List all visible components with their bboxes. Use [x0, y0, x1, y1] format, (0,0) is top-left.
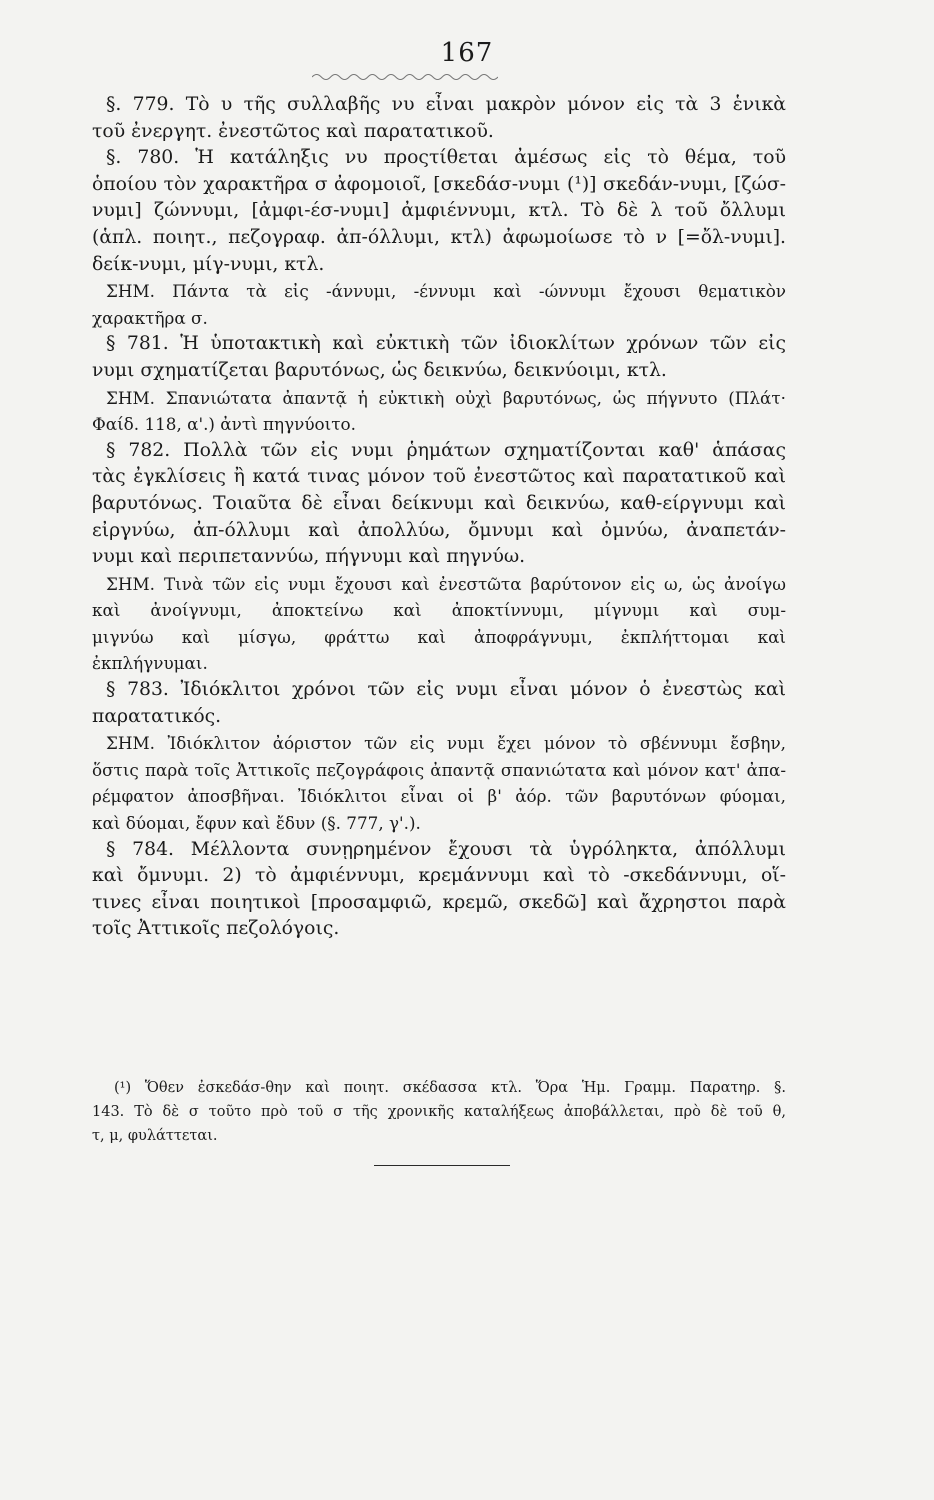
footnote-line: τ, μ, φυλάττεται. — [92, 1128, 218, 1144]
footnotes — [92, 1076, 786, 1148]
text-line: δείκ-νυμι, μίγ-νυμι, κτλ. — [92, 253, 325, 275]
note-line: ἐκπλήγνυμαι. — [92, 653, 208, 674]
text-line: § 781. Ἡ ὑποτακτικὴ καὶ εὐκτικὴ τῶν ἰδιοκλίτων χρόνων τῶν εἰς — [106, 333, 786, 355]
note-line: ΣΗΜ. Πάντα τὰ εἰς -άννυμι, -έννυμι καὶ -ώννυμι ἔχουσι θεματικὸν — [106, 281, 786, 302]
note-line: ΣΗΜ. Ἰδιόκλιτον ἀόριστον τῶν εἰς νυμι ἔχει μόνον τὸ σβέννυμι ἔσβην, — [106, 733, 786, 754]
text-line: νυμι καὶ περιπεταννύω, πήγνυμι καὶ πηγνύω. — [92, 546, 526, 568]
text-line: § 783. Ἰδιόκλιτοι χρόνοι τῶν εἰς νυμι εἶναι μόνον ὁ ἐνεστὼς καὶ — [106, 679, 786, 701]
text-line: τὰς ἐγκλίσεις ἢ κατά τινας μόνον τοῦ ἐνεστῶτος καὶ παρατατικοῦ καὶ — [92, 466, 786, 488]
text-line: § 782. Πολλὰ τῶν εἰς νυμι ῥημάτων σχηματίζονται καθ' ἁπάσας — [106, 439, 786, 461]
note-line: ΣΗΜ. Τινὰ τῶν εἰς νυμι ἔχουσι καὶ ἐνεστῶτα βαρύτονον εἰς ω, ὡς ἀνοίγω — [106, 573, 786, 594]
text-line: καὶ ὄμνυμι. 2) τὸ ἀμφιέννυμι, κρεμάννυμι καὶ τὸ -σκεδάννυμι, οἵ- — [92, 865, 786, 887]
text-line: παρατατικός. — [92, 705, 222, 727]
text-line: τινες εἶναι ποιητικοὶ [προσαμφιῶ, κρεμῶ, σκεδῶ] καὶ ἄχρηστοι παρὰ — [92, 891, 786, 913]
note-line: μιγνύω καὶ μίσγω, φράττω καὶ ἀποφράγνυμι, ἐκπλήττομαι καὶ — [92, 626, 786, 647]
text-line: τοῦ ἐνεργητ. ἐνεστῶτος καὶ παρατατικοῦ. — [92, 120, 494, 142]
text-line: (ἁπλ. ποιητ., πεζογραφ. ἀπ-όλλυμι, κτλ) ἀφωμοίωσε τὸ ν [=ὄλ-νυμι]. — [92, 226, 786, 248]
note-line: ΣΗΜ. Σπανιώτατα ἀπαντᾷ ἡ εὐκτικὴ οὐχὶ βαρυτόνως, ὡς πήγνυτο (Πλάτ· — [106, 387, 786, 408]
text-line: § 784. Μέλλοντα συνῃρημένον ἔχουσι τὰ ὑγρόληκτα, ἀπόλλυμι — [106, 838, 786, 860]
footnote-line: (¹) Ὅθεν ἐσκεδάσ-θην καὶ ποιητ. σκέδασσα κτλ. Ὅρα Ἡμ. Γραμμ. Παρατηρ. §. — [114, 1080, 786, 1096]
note-line: καὶ ἀνοίγνυμι, ἀποκτείνω καὶ ἀποκτίννυμι, μίγνυμι καὶ συμ- — [92, 600, 786, 621]
text-line: νυμι] ζώννυμι, [ἀμφι-έσ-νυμι] ἀμφιέννυμι, κτλ. Τὸ δὲ λ τοῦ ὄλλυμι — [92, 200, 786, 222]
end-rule — [374, 1165, 510, 1166]
footnote-line: 143. Τὸ δὲ σ τοῦτο πρὸ τοῦ σ τῆς χρονικῆς καταλήξεως ἀποβάλλεται, πρὸ δὲ τοῦ θ, — [92, 1104, 786, 1120]
text-line: εἰργνύω, ἀπ-όλλυμι καὶ ἀπολλύω, ὄμνυμι καὶ ὀμνύω, ἀναπετάν- — [92, 519, 786, 541]
text-line: §. 780. Ἡ κατάληξις νυ προςτίθεται ἀμέσως εἰς τὸ θέμα, τοῦ — [106, 147, 786, 169]
text-line: νυμι σχηματίζεται βαρυτόνως, ὡς δεικνύω, δεικνύοιμι, κτλ. — [92, 359, 667, 381]
note-line: χαρακτῆρα σ. — [92, 307, 208, 328]
text-line: τοῖς Ἀττικοῖς πεζολόγοις. — [92, 918, 340, 940]
ornament-rule — [312, 72, 498, 82]
note-line: ρέμφατον ἀποσβῆναι. Ἰδιόκλιτοι εἶναι οἱ β' ἀόρ. τῶν βαρυτόνων φύομαι, — [92, 786, 786, 807]
page-number: 167 — [440, 38, 494, 68]
text-line: §. 779. Τὸ υ τῆς συλλαβῆς νυ εἶναι μακρὸν μόνον εἰς τὰ 3 ἑνικὰ — [106, 94, 786, 115]
note-line: Φαίδ. 118, α'.) ἀντὶ πηγνύοιτο. — [92, 414, 356, 435]
note-line: καὶ δύομαι, ἔφυν καὶ ἔδυν (§. 777, γ'.). — [92, 813, 421, 834]
main-text — [92, 92, 786, 943]
text-line: βαρυτόνως. Τοιαῦτα δὲ εἶναι δείκνυμι καὶ δεικνύω, καθ-είργνυμι καὶ — [92, 492, 786, 514]
note-line: ὅστις παρὰ τοῖς Ἀττικοῖς πεζογράφοις ἀπαντᾷ σπανιώτατα καὶ μόνον κατ' ἀπα- — [92, 759, 786, 780]
text-line: ὁποίου τὸν χαρακτῆρα σ ἀφομοιοῖ, [σκεδάσ-νυμι (¹)] σκεδάν-νυμι, [ζώσ- — [92, 173, 786, 195]
